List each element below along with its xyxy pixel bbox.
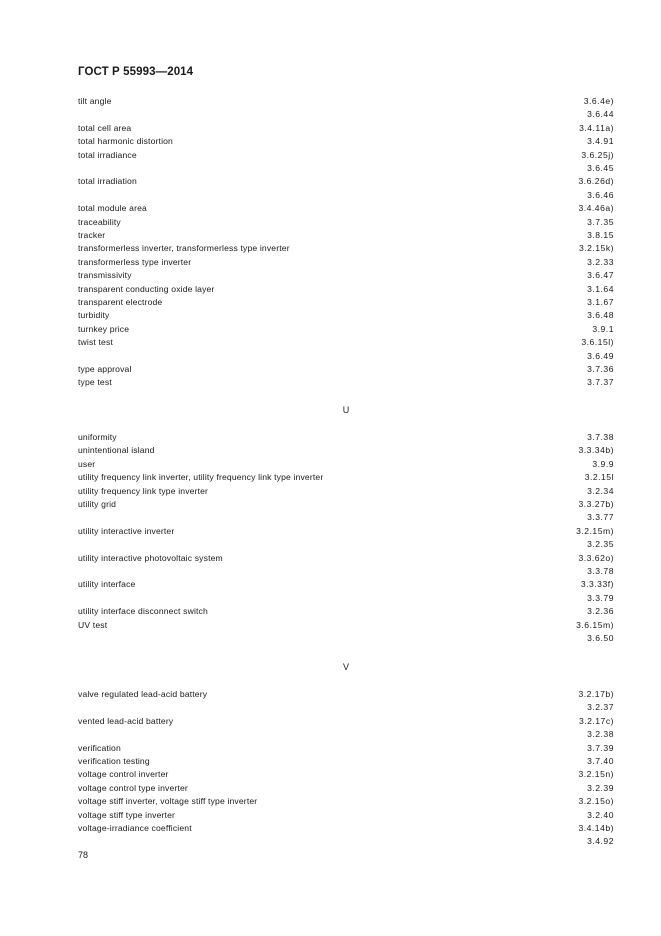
index-row: [78, 485, 614, 498]
index-row: [78, 431, 614, 444]
index-term: transformerless inverter, transformerless type inverter: [78, 243, 290, 254]
index-reference: 3.4.92: [587, 836, 614, 847]
index-row: [78, 619, 614, 632]
index-term: voltage control inverter: [78, 769, 169, 780]
index-row: [78, 511, 614, 524]
index-reference: 3.6.4e): [583, 96, 614, 106]
index-row: [78, 135, 614, 148]
index-reference: 3.2.17b): [578, 689, 614, 699]
index-term: utility interactive photovoltaic system: [78, 552, 223, 563]
index-row: [78, 552, 614, 565]
index-term: voltage-irradiance coefficient: [78, 823, 192, 833]
index-term: user: [78, 458, 96, 469]
index-row: [78, 688, 614, 701]
section-letter-v: V: [342, 662, 349, 672]
index-reference: 3.2.15n): [578, 769, 614, 780]
index-reference: 3.2.39: [587, 782, 614, 793]
index-row: [78, 149, 614, 162]
index-term: utility interface disconnect switch: [78, 606, 208, 617]
index-term: total harmonic distortion: [78, 136, 173, 147]
index-term: type test: [78, 377, 112, 388]
index-reference: 3.3.34b): [578, 445, 614, 456]
index-row: [78, 632, 614, 645]
index-row: [78, 229, 614, 242]
index-reference: 3.6.26d): [578, 176, 614, 187]
index-row: [78, 742, 614, 755]
index-reference: 3.1.67: [587, 297, 614, 307]
index-reference: 3.9.1: [592, 323, 614, 334]
index-term: vented lead-acid battery: [78, 715, 174, 726]
index-reference: 3.4.11a): [579, 122, 614, 133]
index-row: [78, 256, 614, 269]
index-reference: 3.3.77: [587, 512, 614, 523]
section-letter-u: U: [342, 405, 350, 415]
index-row: [78, 715, 614, 728]
index-reference: 3.9.9: [592, 458, 614, 469]
index-row: [78, 822, 614, 835]
index-reference: 3.7.40: [587, 756, 614, 766]
index-row: [78, 296, 614, 309]
index-reference: 3.7.37: [587, 377, 614, 388]
index-reference: 3.6.44: [587, 109, 614, 120]
index-reference: 3.2.17c): [578, 715, 614, 726]
index-term: utility frequency link inverter, utility frequency link type inverter: [78, 472, 324, 483]
index-row: [78, 795, 614, 808]
index-reference: 3.6.46: [587, 189, 614, 200]
index-reference: 3.2.34: [587, 485, 614, 496]
index-term: type approval: [78, 364, 132, 374]
index-term: transmissivity: [78, 270, 132, 281]
index-reference: 3.7.39: [587, 742, 614, 753]
index-term: voltage control type inverter: [78, 782, 188, 793]
index-term: total irradiation: [78, 176, 137, 187]
index-reference: 3.2.37: [587, 702, 614, 713]
index-row: [78, 444, 614, 457]
index-reference: 3.3.33f): [580, 579, 614, 590]
index-row: [78, 189, 614, 202]
index-row: [78, 376, 614, 389]
index-term: utility frequency link type inverter: [78, 485, 209, 496]
index-row: [78, 498, 614, 511]
index-row: [78, 592, 614, 605]
index-term: total module area: [78, 203, 147, 214]
index-term: voltage stiff type inverter: [78, 809, 176, 820]
index-row: [78, 809, 614, 822]
index-reference: 3.2.15m): [576, 525, 614, 536]
index-reference: 3.3.27b): [578, 499, 614, 509]
index-term: turbidity: [78, 310, 110, 321]
page-number: 78: [78, 850, 89, 860]
index-row: [78, 309, 614, 322]
index-reference: 3.6.45: [587, 163, 614, 173]
index-row: [78, 701, 614, 714]
index-reference: 3.6.50: [587, 633, 614, 643]
index-reference: 3.6.49: [587, 350, 614, 361]
index-reference: 3.6.47: [587, 270, 614, 281]
index-term: twist test: [78, 337, 113, 348]
index-term: transparent conducting oxide layer: [78, 283, 215, 294]
index-row: [78, 782, 614, 795]
index-row: [78, 283, 614, 296]
index-reference: 3.2.40: [587, 809, 614, 820]
index-reference: 3.6.25j): [581, 149, 614, 160]
index-term: total cell area: [78, 122, 132, 133]
index-reference: 3.2.33: [587, 256, 614, 267]
index-reference: 3.6.15m): [576, 619, 614, 630]
index-reference: 3.6.15l): [581, 337, 614, 348]
index-row: [78, 471, 614, 484]
index-reference: 3.2.15o): [578, 796, 614, 807]
index-term: UV test: [78, 619, 108, 630]
index-row: [78, 538, 614, 551]
index-term: verification testing: [78, 756, 150, 766]
index-reference: 3.2.38: [587, 729, 614, 740]
index-row: [78, 216, 614, 229]
index-reference: 3.2.15l: [584, 472, 614, 483]
index-reference: 3.2.15k): [578, 243, 614, 254]
index-row: [78, 122, 614, 135]
index-reference: 3.4.91: [587, 136, 614, 147]
index-term: transformerless type inverter: [78, 256, 192, 267]
index-row: [78, 336, 614, 349]
index-term: traceability: [78, 216, 121, 227]
index-row: [78, 162, 614, 175]
index-reference: 3.7.38: [587, 432, 614, 442]
index-row: [78, 578, 614, 591]
index-reference: 3.7.35: [587, 216, 614, 227]
page-header-standard-title: ГОСТ Р 55993—2014: [78, 66, 194, 78]
index-row: [78, 728, 614, 741]
index-term: unintentional island: [78, 445, 155, 456]
index-term: utility interface: [78, 579, 136, 590]
index-reference: 3.3.79: [587, 592, 614, 603]
index-term: uniformity: [78, 432, 117, 442]
index-row: [78, 108, 614, 121]
index-row: [78, 835, 614, 848]
index-reference: 3.2.35: [587, 539, 614, 550]
index-reference: 3.3.62o): [578, 552, 614, 563]
index-term: verification: [78, 742, 121, 753]
index-row: [78, 565, 614, 578]
index-reference: 3.6.48: [587, 310, 614, 321]
index-reference: 3.4.14b): [578, 823, 614, 833]
index-reference: 3.2.36: [587, 606, 614, 617]
index-row: [78, 458, 614, 471]
index-term: total irradiance: [78, 149, 137, 160]
index-reference: 3.7.36: [587, 364, 614, 374]
index-term: valve regulated lead-acid battery: [78, 689, 208, 699]
index-reference: 3.4.46a): [578, 203, 614, 214]
index-term: tilt angle: [78, 96, 112, 106]
index-term: turnkey price: [78, 323, 130, 334]
index-term: tracker: [78, 230, 106, 240]
index-term: transparent electrode: [78, 297, 163, 307]
index-reference: 3.8.15: [587, 230, 614, 240]
index-row: [78, 363, 614, 376]
index-reference: 3.1.64: [587, 283, 614, 294]
index-row: [78, 175, 614, 188]
index-row: [78, 323, 614, 336]
index-row: [78, 525, 614, 538]
index-row: [78, 605, 614, 618]
index-reference: 3.3.78: [587, 566, 614, 576]
index-term: voltage stiff inverter, voltage stiff type inverter: [78, 796, 258, 807]
index-row: [78, 768, 614, 781]
index-term: utility grid: [78, 499, 117, 509]
index-row: [78, 755, 614, 768]
index-term: utility interactive inverter: [78, 525, 175, 536]
index-row: [78, 242, 614, 255]
index-row: [78, 202, 614, 215]
index-row: [78, 95, 614, 108]
index-row: [78, 269, 614, 282]
index-row: [78, 350, 614, 363]
